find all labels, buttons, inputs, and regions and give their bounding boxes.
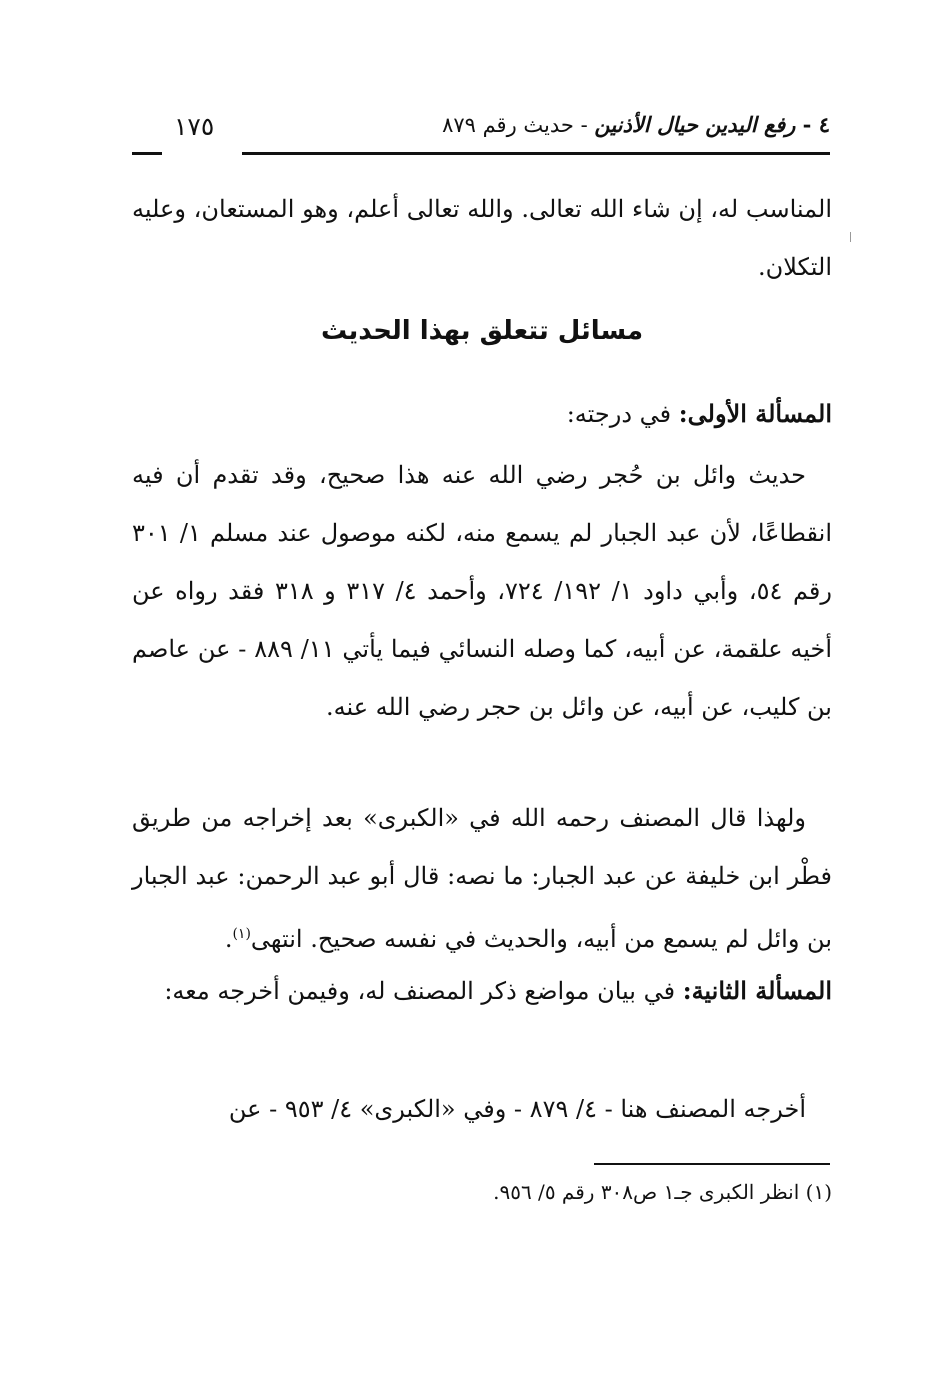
paragraph-author-quote-end: . <box>224 925 233 953</box>
book-title: رفع اليدين حيال الأذنين <box>594 112 796 137</box>
header-title <box>442 112 830 137</box>
paragraph-closing: المناسب له، إن شاء الله تعالى. والله تعالى أعلم، وهو المستعان، وعليه التكلان. <box>132 195 832 281</box>
issue-2 <box>132 962 832 1020</box>
margin-mark <box>850 232 851 242</box>
footnote: (١) انظر الكبرى جـ١ ص٣٠٨ رقم ٥/ ٩٥٦. <box>493 1180 832 1204</box>
issue-2-label: المسألة الثانية: <box>682 976 832 1005</box>
header-rule <box>242 152 830 155</box>
paragraph-author-quote <box>132 789 832 968</box>
paragraph-sources: أخرجه المصنف هنا - ٤/ ٨٧٩ - وفي «الكبرى» ٤/ ٩٥٣ - عن <box>228 1095 806 1123</box>
issue-1-text: في درجته: <box>566 400 679 428</box>
paragraph-author-quote-text: ولهذا قال المصنف رحمه الله في «الكبرى» بعد إخراجه من طريق فطْر ابن خليفة عن عبد الجبار: ما نصه: قال أبو عبد الرحمن: عبد الجبار بن وائل لم يسمع من أبيه، والحديث في نفسه صحيح. انتهى <box>132 804 832 953</box>
header-separator: - <box>573 113 595 137</box>
header-rule-dash <box>132 152 162 155</box>
issue-2-text: في بيان مواضع ذكر المصنف له، وفيمن أخرجه معه: <box>164 977 683 1005</box>
paragraph-hadith-grade: حديث وائل بن حُجر رضي الله عنه هذا صحيح، وقد تقدم أن فيه انقطاعًا، لأن عبد الجبار لم يسمع منه، لكنه موصول عند مسلم ١/ ٣٠١ رقم ٥٤، وأبي داود ١/ ١٩٢/ ٧٢٤، وأحمد ٤/ ٣١٧ و ٣١٨ فقد رواه عن أخيه علقمة، عن أبيه، كما وصله النسائي فيما يأتي ١١/ ٨٨٩ - عن عاصم بن كليب، عن أبيه، عن وائل بن حجر رضي الله عنه. <box>132 461 833 721</box>
footnote-rule <box>594 1163 830 1165</box>
chapter-number: ٤ - <box>795 112 830 137</box>
issue-1 <box>132 385 832 443</box>
page-number: ١٧٥ <box>174 112 215 141</box>
issue-1-label: المسألة الأولى: <box>678 399 832 428</box>
running-header <box>130 108 830 158</box>
section-heading: مسائل تتعلق بهذا الحديث <box>320 316 644 346</box>
hadith-reference: حديث رقم ٨٧٩ <box>442 113 574 137</box>
footnote-marker: (١) <box>232 926 251 942</box>
